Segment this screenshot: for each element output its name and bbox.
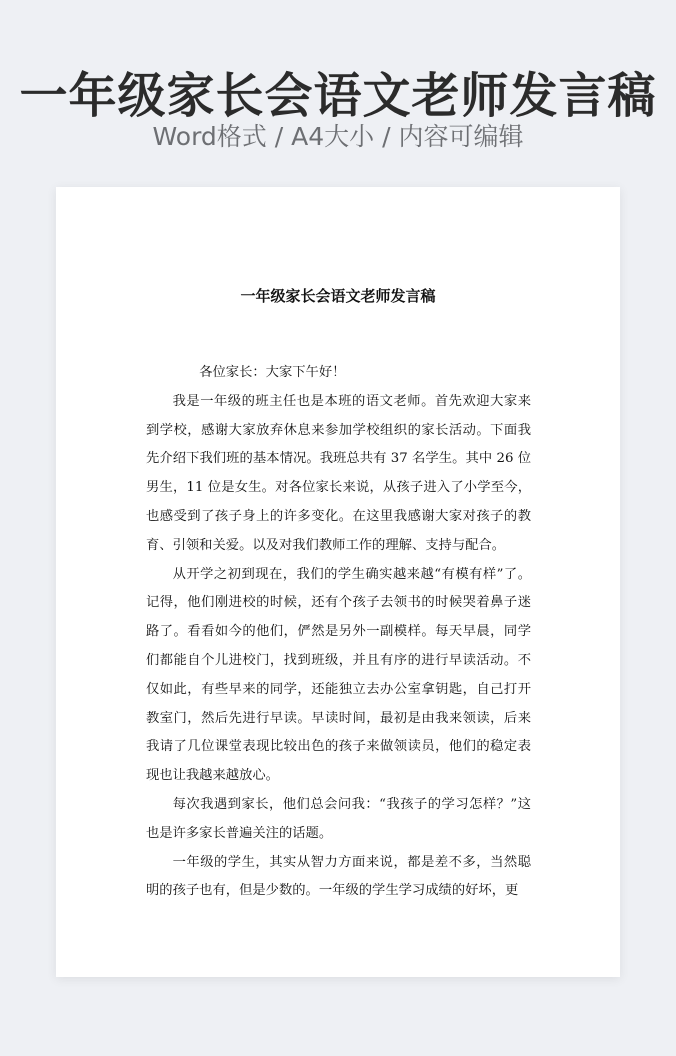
paragraph-parent-question: 每次我遇到家长，他们总会问我：“我孩子的学习怎样？”这也是许多家长普遍关注的话题。 [146, 796, 531, 841]
banner-subtitle: Word格式 / A4大小 / 内容可编辑 [152, 122, 524, 151]
paragraph-introduction: 我是一年级的班主任也是本班的语文老师。首先欢迎大家来到学校，感谢大家放弃休息来参加学校组织的家长活动。下面我先介绍下我们班的基本情况。我班总共有 37 名学生。其中 26 位男生，11 位是女生。对各位家长来说，从孩子进入了小学至今，也感受到了孩子身上的许多变化。在这里我感谢大家对孩子的教育、引领和关爱。以及对我们教师工作的理解、支持与配合。 [146, 393, 531, 553]
document-page [56, 187, 620, 977]
paragraph-first-grade: 一年级的学生，其实从智力方面来说，都是差不多，当然聪明的孩子也有，但是少数的。一年级的学生学习成绩的好坏，更 [146, 854, 531, 899]
document-title: 一年级家长会语文老师发言稿 [240, 287, 436, 305]
document-body [146, 359, 531, 906]
paragraph-progress: 从开学之初到现在，我们的学生确实越来越“有模有样”了。记得，他们刚进校的时候，还有个孩子去领书的时候哭着鼻子迷路了。看看如今的他们，俨然是另外一副模样。每天早晨，同学们都能自个儿进校门，找到班级，并且有序的进行早读活动。不仅如此，有些早来的同学，还能独立去办公室拿钥匙，自己打开教室门，然后先进行早读。早读时间，最初是由我来领读，后来我请了几位课堂表现比较出色的孩子来做领读员，他们的稳定表现也让我越来越放心。 [146, 566, 531, 784]
greeting-line: 各位家长：大家下午好！ [199, 365, 346, 380]
banner-title: 一年级家长会语文老师发言稿 [19, 68, 657, 124]
